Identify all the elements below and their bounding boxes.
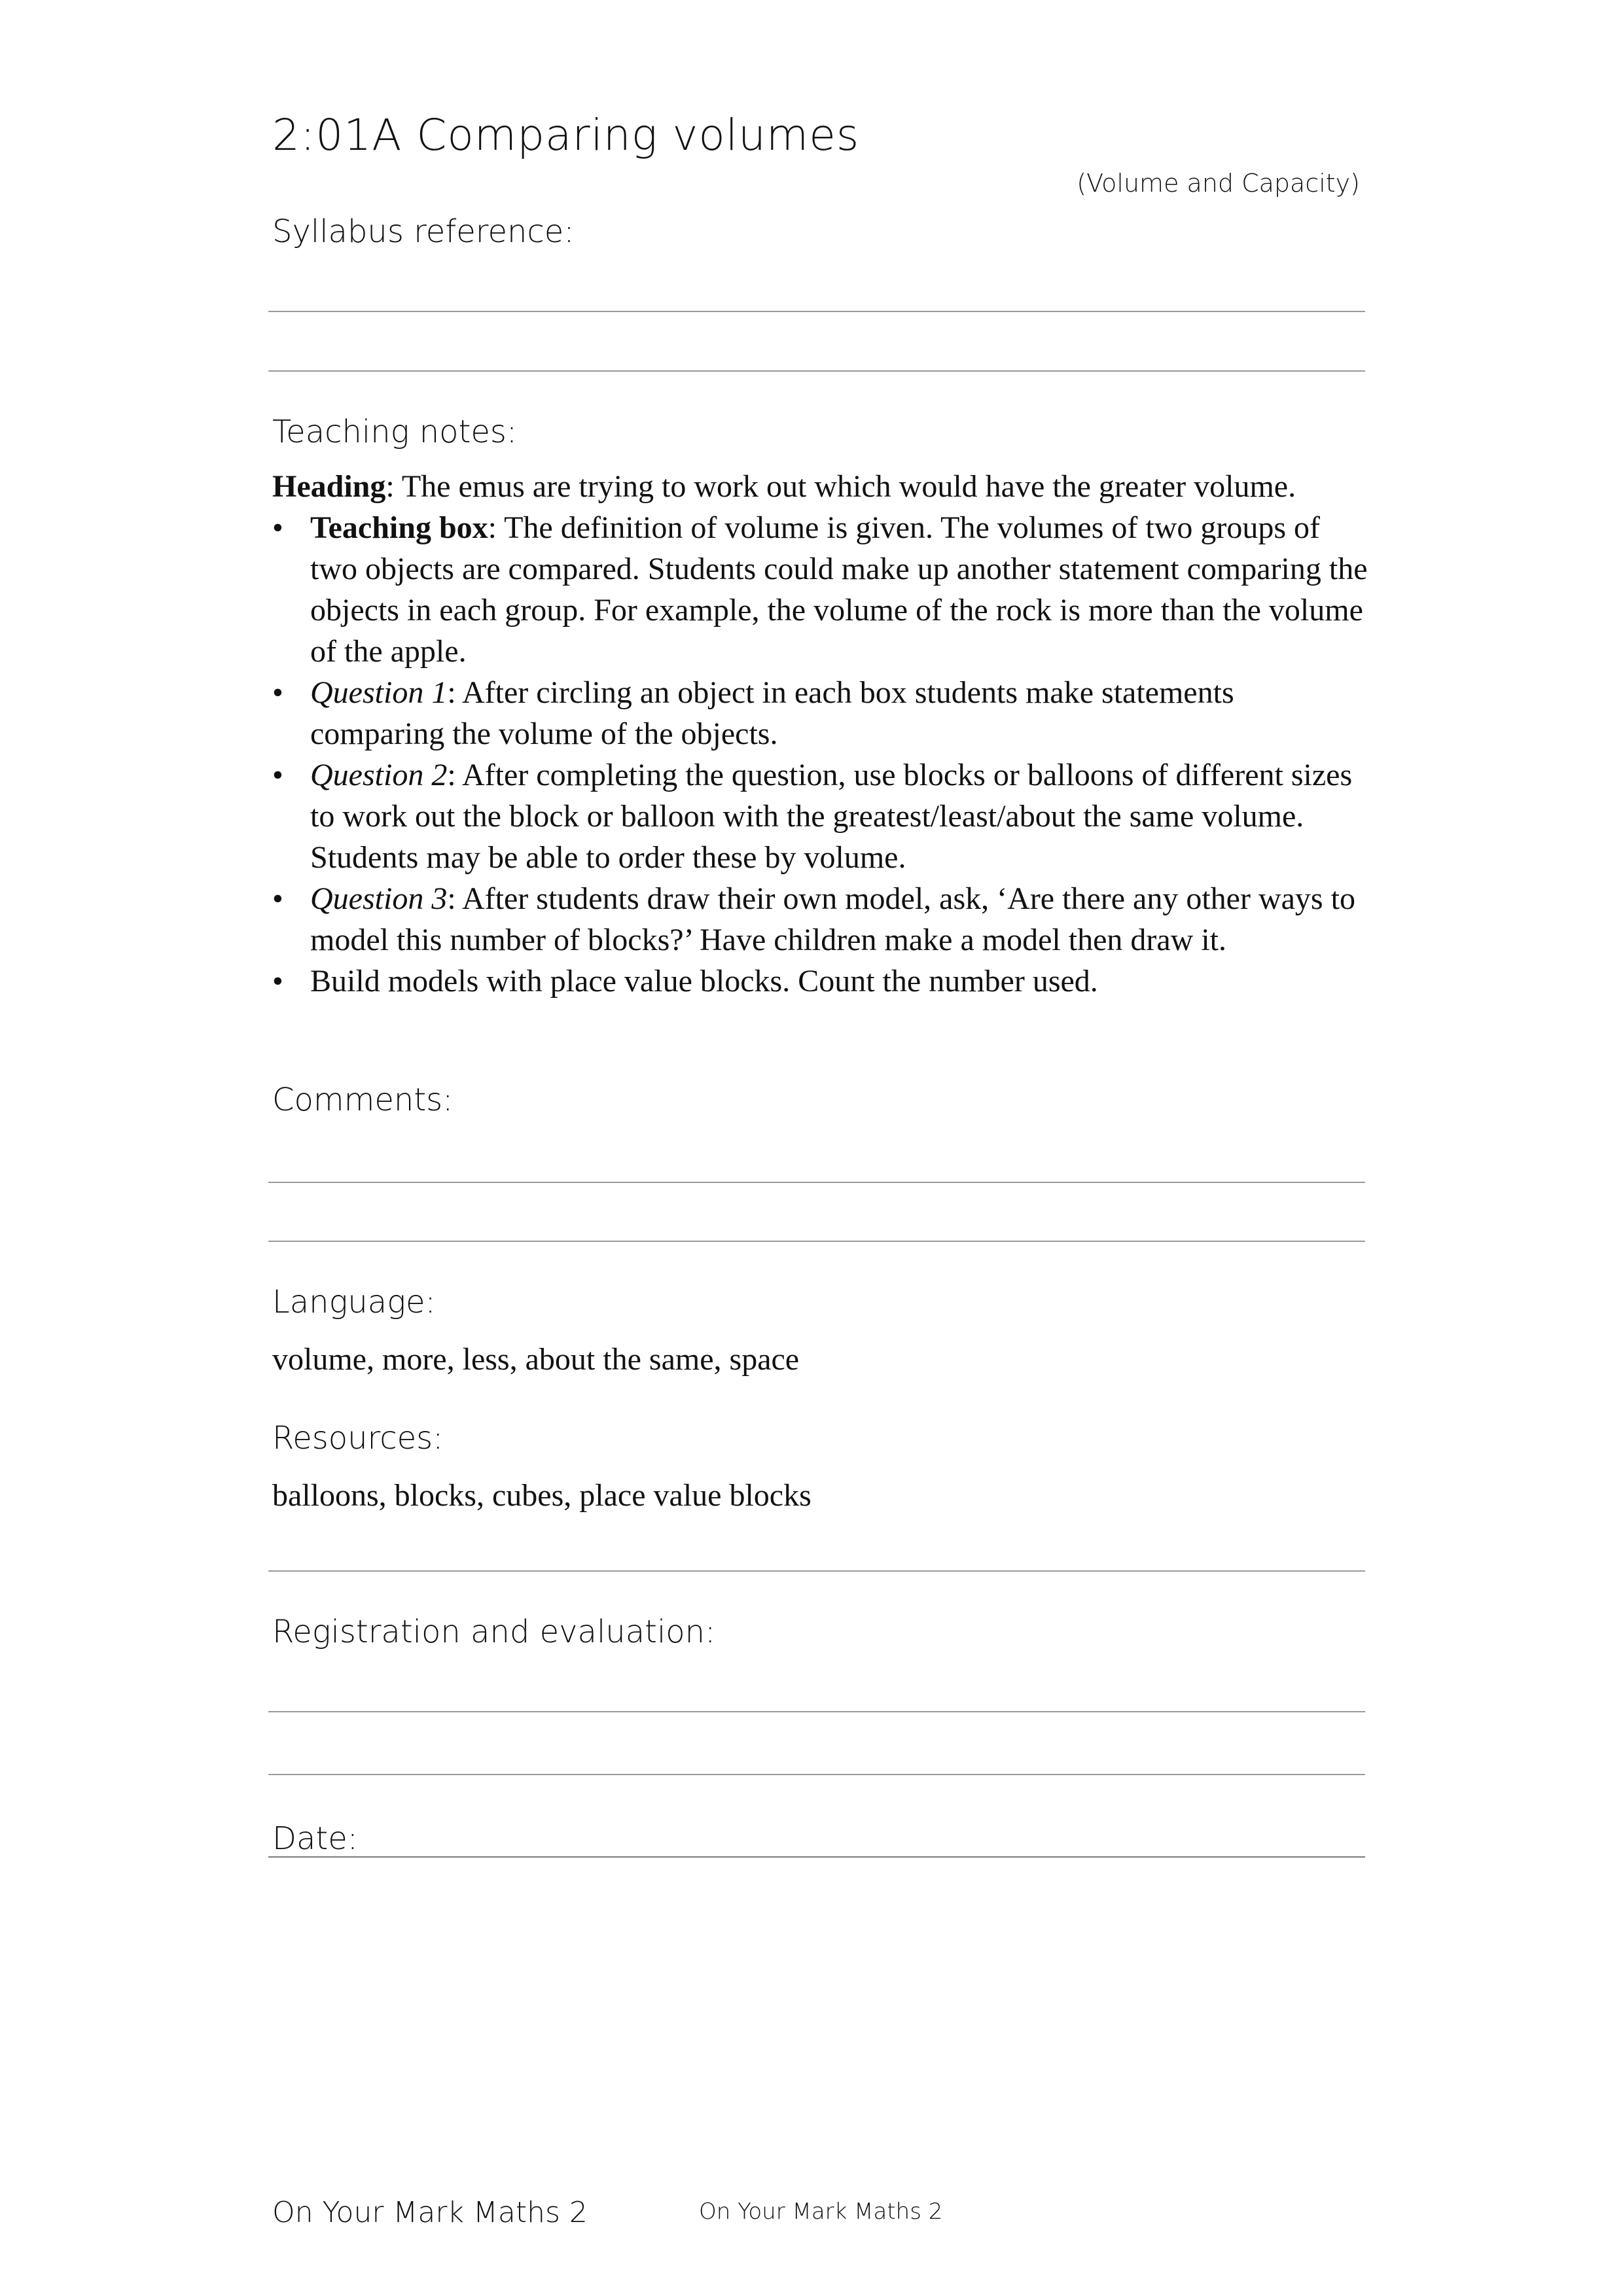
list-item-term: Question 2 (310, 758, 448, 792)
list-item (272, 961, 1372, 1002)
list-item-term: Question 1 (310, 675, 448, 710)
bullet-icon: • (272, 758, 283, 792)
syllabus-reference-label: Syllabus reference: (272, 213, 575, 250)
date-label: Date: (272, 1820, 358, 1857)
footer-left-text: On Your Mark Maths 2 (272, 2196, 588, 2229)
resources-label: Resources: (272, 1420, 444, 1457)
list-item-text: : After students draw their own model, ask, ‘Are there any other ways to model this number of blocks?’ Have children make a model then draw it. (310, 881, 1355, 957)
page-title: 2:01A Comparing volumes (272, 110, 860, 160)
teaching-notes-body (272, 466, 1372, 1002)
list-item-term: Question 3 (310, 881, 448, 916)
registration-line-1 (268, 1711, 1365, 1712)
list-item (272, 507, 1372, 672)
bullet-icon: • (272, 964, 283, 998)
list-item-text: : After circling an object in each box students make statements comparing the volume of the objects. (310, 675, 1234, 751)
teaching-notes-list (272, 507, 1372, 1002)
bullet-icon: • (272, 510, 283, 545)
bullet-icon: • (272, 675, 283, 710)
list-item-text: Build models with place value blocks. Count the number used. (310, 964, 1098, 998)
teaching-notes-label: Teaching notes: (272, 414, 518, 450)
comments-line-2 (268, 1241, 1365, 1242)
heading-text: : The emus are trying to work out which would have the greater volume. (385, 469, 1296, 504)
comments-line-1 (268, 1182, 1365, 1183)
resources-text: balloons, blocks, cubes, place value blocks (272, 1478, 812, 1513)
list-item (272, 754, 1372, 878)
language-text: volume, more, less, about the same, space (272, 1342, 800, 1377)
resources-line (268, 1570, 1365, 1572)
list-item (272, 878, 1372, 961)
list-item-text: : The definition of volume is given. The volumes of two groups of two objects are compared. Students could make up another statement comparing the objects in each group. For example, the volume of the rock is more than the volume of the apple. (310, 510, 1368, 669)
heading-term: Heading (272, 469, 386, 504)
list-item-term: Teaching box (310, 510, 488, 545)
comments-label: Comments: (272, 1082, 454, 1118)
list-item-text: : After completing the question, use blocks or balloons of different sizes to work out the block or balloon with the greatest/least/about the same volume. Students may be able to order these by volume. (310, 758, 1353, 875)
language-label: Language: (272, 1284, 436, 1320)
page-subtitle: (Volume and Capacity) (1077, 169, 1360, 198)
registration-line-2 (268, 1774, 1365, 1775)
syllabus-line-2 (268, 370, 1365, 372)
registration-evaluation-label: Registration and evaluation: (272, 1614, 716, 1650)
date-line (268, 1856, 1365, 1858)
bullet-icon: • (272, 881, 283, 916)
syllabus-line-1 (268, 311, 1365, 312)
heading-note (272, 466, 1372, 507)
list-item (272, 672, 1372, 754)
footer-center-text: On Your Mark Maths 2 (699, 2199, 943, 2225)
